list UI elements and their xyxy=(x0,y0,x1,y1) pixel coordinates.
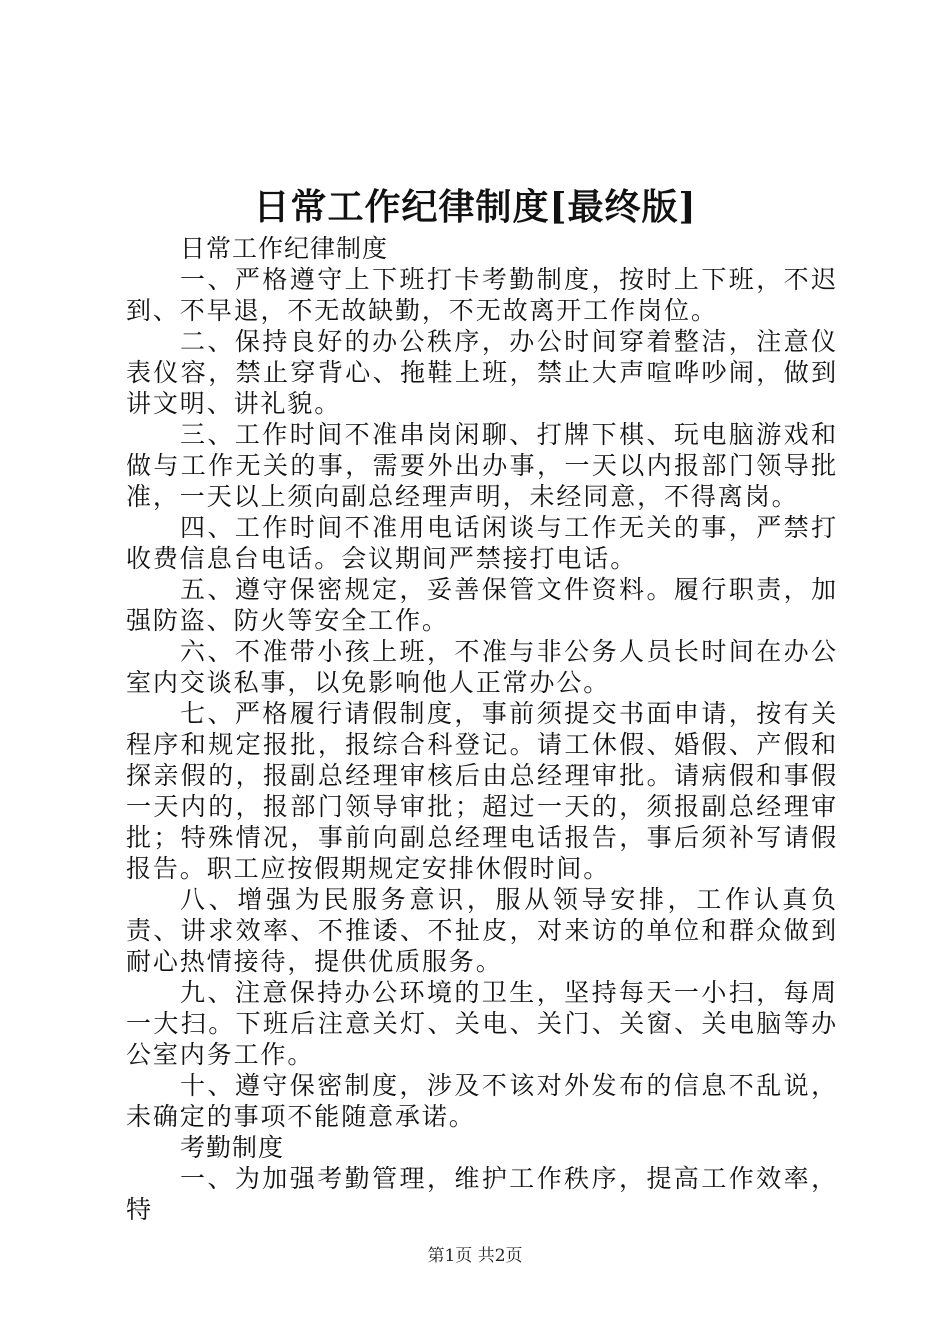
paragraph-rule-4: 四、工作时间不准用电话闲谈与工作无关的事，严禁打收费信息台电话。会议期间严禁接打电话。 xyxy=(126,513,838,573)
paragraph-rule-1: 一、严格遵守上下班打卡考勤制度，按时上下班，不迟到、不早退，不无故缺勤，不无故离开工作岗位。 xyxy=(126,265,838,325)
paragraph-rule-3: 三、工作时间不准串岗闲聊、打牌下棋、玩电脑游戏和做与工作无关的事，需要外出办事，一天以内报部门领导批准，一天以上须向副总经理声明，未经同意，不得离岗。 xyxy=(126,420,838,511)
paragraph-rule-6: 六、不准带小孩上班，不准与非公务人员长时间在办公室内交谈私事，以免影响他人正常办公。 xyxy=(126,637,838,697)
page-number: 第1页 共2页 xyxy=(427,1246,523,1266)
section-heading-attendance: 考勤制度 xyxy=(180,1133,285,1162)
document-body xyxy=(126,233,838,1225)
paragraph-rule-2: 二、保持良好的办公秩序，办公时间穿着整洁，注意仪表仪容，禁止穿背心、拖鞋上班，禁止大声喧哗吵闹，做到讲文明、讲礼貌。 xyxy=(126,327,838,418)
paragraph-rule-5: 五、遵守保密规定，妥善保管文件资料。履行职责，加强防盗、防火等安全工作。 xyxy=(126,575,838,635)
paragraph-rule-7: 七、严格履行请假制度，事前须提交书面申请，按有关程序和规定报批，报综合科登记。请工休假、婚假、产假和探亲假的，报副总经理审核后由总经理审批。请病假和事假一天内的，报部门领导审批；超过一天的，须报副总经理审批；特殊情况，事前向副总经理电话报告，事后须补写请假报告。职工应按假期规定安排休假时间。 xyxy=(126,699,838,883)
paragraph-attendance-1: 一、为加强考勤管理，维护工作秩序，提高工作效率，特 xyxy=(126,1164,838,1224)
paragraph-rule-8: 八、增强为民服务意识，服从领导安排，工作认真负责、讲求效率、不推诿、不扯皮，对来访的单位和群众做到耐心热情接待，提供优质服务。 xyxy=(126,885,838,976)
page-title: 日常工作纪律制度[最终版] xyxy=(253,186,697,228)
section-heading-discipline: 日常工作纪律制度 xyxy=(180,234,389,263)
paragraph-rule-9: 九、注意保持办公环境的卫生，坚持每天一小扫，每周一大扫。下班后注意关灯、关电、关门、关窗、关电脑等办公室内务工作。 xyxy=(126,978,838,1069)
paragraph-rule-10: 十、遵守保密制度，涉及不该对外发布的信息不乱说，未确定的事项不能随意承诺。 xyxy=(126,1071,838,1131)
